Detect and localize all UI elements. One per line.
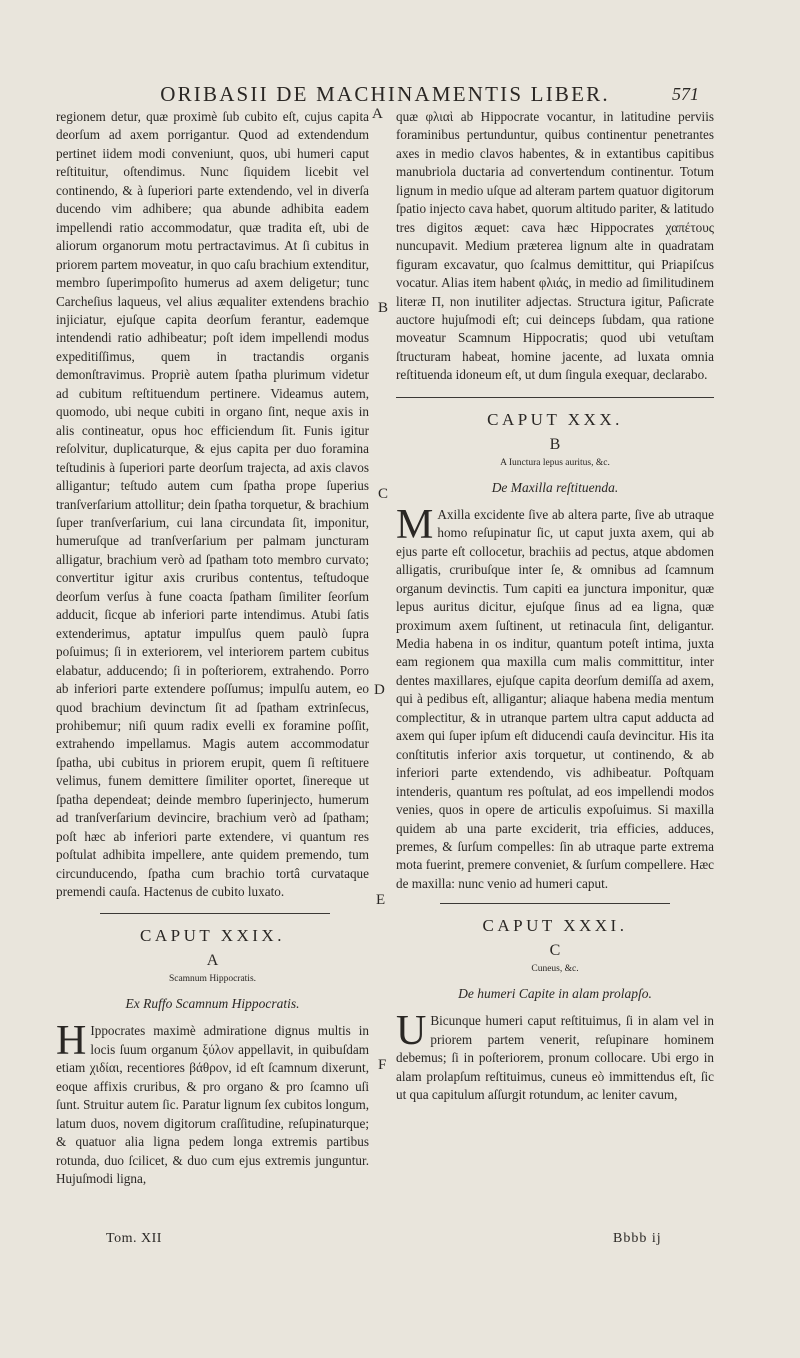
section-rule [440,903,670,904]
dropcap-m: M [396,501,434,548]
margin-letter-e: E [376,892,386,908]
figure-letter-c: C [549,942,561,960]
margin-letter-c: C [378,486,389,502]
chapter-subtitle-31: De humeri Capite in alam prolapſo. [458,986,652,1002]
right-paragraph-3-text: Bicunque humeri caput reſtituimus, ſi in alam vel in priorem partem venerit, reſupinare hominem debemus; ſi in poſteriorem, pronum collocare. Ubi ergo in alam prolapſum reſtituimus, cuneus eò immittendus eſt, ſic ut qua capitulum aſſurgit rotundum, ac leniter cavum, [396,1013,714,1103]
right-paragraph-3 [396,1008,714,1104]
running-title: ORIBASII DE MACHINAMENTIS LIBER. [160,82,610,106]
margin-letter-a: A [372,106,383,122]
chapter-heading-31: CAPUT XXXI. [482,916,628,936]
left-paragraph-2-text: Ippocrates maximè admiratione dignus multis in locis ſuum organum ξύλον appellavit, in quibuſdam etiam χιδίαι, recentiores βάθρον, id eſt ſcamnum dixerunt, eoque affixis cruribus, & pro organo & pro ſcamno uſi ſunt. Struitur autem ſic. Paratur lignum ſex cubitos longum, latum duos, novem digitorum craſſitudine, reſupinaturque; & quatuor alia ligna pedem longa extremis partibus rotunda, duo ſcilicet, & duo cum ejus extremis junguntur. Hujuſmodi ligna, [56,1023,369,1187]
figure-caption-c: Cuneus, &c. [531,964,579,975]
right-paragraph-1: quæ φλιαὶ ab Hippocrate vocantur, in latitudine perviis foraminibus pertunduntur, quibus continentur penetrantes axes in medio clavos habentes, & in extantibus capitibus manubriola ductaria ad convertendum continentur. Totum lignum in medio uſque ad alteram partem quatuor digitorum ſpatio injecto cava habet, quorum altitudo pariter, & latitudo tres digitos æquet: cava hæc Hippocrates χαπέτους nuncupavit. Medium prætereа lignum alte in quadratam figuram excavatur, quo ſcalmus demittitur, qui Priapiſcus vocatur. Alias item habent φλιάς, in medio ad ſimilitudinem literæ Π, non inutiliter adjectas. Structura igitur, Paſicrate auctore hujuſmodi eſt; cui deinceps ſubdam, qua ratione moveatur Scamnum Hippocratis; quod ubi vetuſtam ſtructuram habeat, homine jacente, ad luxata omnia reſtituenda idoneum eſt, ut dum ſingula exequar, declarabo. [396,109,714,383]
page-header [0,80,800,108]
figure-letter-b: B [549,435,561,453]
right-column [396,108,714,1105]
right-paragraph-2 [396,501,714,894]
figure-letter-a: A [206,952,219,970]
left-paragraph-1: regionem detur, quæ proximè ſub cubito eſt, cujus capita deorſum ad axem porrigantur. Quod ad extendendum pertinet iidem modi conveniunt, quos, ubi humeri caput reſtituitur, oſtendimus. Nunc ſiquidem licebit vel continendo, & à ſuperiori parte extendendo, vel in diverſa ducendo vim adhibere; qua abunde adhibita eadem impellendi ratio accommodatur, quæ tradita eſt, ubi de aliorum organorum motu pertractavimus. At ſi cubitus in priorem partem moveatur, in quo caſu brachium extenditur, membro ſuperimpoſito humerus ad axem deligetur; tunc Carcheſius laqueus, vel alius æqualiter extendens brachio injiciatur, ejuſque capita deorſum ferantur, eademque intendendi ratio adhibeatur; poſt idem impellendi modus expeditiſſimus, quem in tractandis organis demonſtravimus. Propriè autem ſpatha plurimum videtur ad cubitum reſtituendum pertinere. Videamus autem, quomodo, ubi neque cubiti in organo ſint, neque axis in alis contineatur, opus hoc efficiendum ſit. Funis igitur reſolvitur, duplicaturque, & ejus capita per duo foramina teſtudinis à ſuperiori parte deorſum trajecta, ad axis clavos alligantur; teſtudo autem cum ſpatha prope ſuperius tranſverſarium attollitur; dein ſpatha torquetur, & brachium ſuper tranſverſarium, cui lana circundata ſit, imponitur, humeruſque ad tranſverſarium per palmam juncturam alligatur, brachium verò ad ſpatham toto membro curvato; convertitur igitur axis cruribus contentus, teſtudoque deorſum verſus à fune coacta ſpatham ſimiliter ſeorſum adducit, ſicque ab inferiori parte intendimus. Atubi ſatis extenderimus, aptatur impulſus quem paulò ſupra poſuimus; ſi in exteriorem, vel interiorem partem cubitus elabatur, adducendo; ſi in poſteriorem, extrahendo. Porro ab inferiori parte extendere poſſumus; impulſu autem, eo quod brachium devinctum ſit ad ſpatham extrinſecus, prohibemur; niſi quum radix evelli ex foramine poſſit, extrahendo impellamus. Magis autem accommodatur ſpatha, ubi cubitus in priorem erupit, quem ſi reſtituere velimus, funem demittere ſimiliter oportet, ſinereque ut ſpatha dependeat; deinde membro ſuperinjecto, humerum ad tranſverſarium devincire, brachium verò ad ſpatham; poſt hæc ab inferiori parte extendere, vi quantum res poſtulat adhibita impellere, ante quidem premendo, tum circunducendo, ſpatha cum brachio tortâ curvataque premendi cauſa. Hactenus de cubito luxato. [56,109,369,900]
chapter-heading-29: CAPUT XXIX. [140,926,285,946]
chapter-subtitle-29: Ex Ruffo Scamnum Hippocratis. [125,996,300,1012]
chapter-subtitle-30: De Maxilla reſtituenda. [491,479,619,495]
dropcap-u: U [396,1008,427,1055]
page-number: 571 [672,84,699,104]
section-rule [396,397,714,398]
left-paragraph-2 [56,1018,369,1188]
volume-number: Tom. XII [106,1231,162,1246]
figure-caption-a: Scamnum Hippocratis. [168,974,257,985]
section-rule [100,913,330,914]
chapter-heading-30: CAPUT XXX. [487,409,623,429]
margin-letter-f: F [378,1057,387,1073]
right-paragraph-2-text: Axilla excidente ſive ab altera parte, ſive ab utraque homo reſupinatur ſic, ut caput juxta axem, qui ab ejus parte eſt collocetur, brachiis ad pectus, atque abdomen alligatis, cruribuſque inter ſe, & omnibus ad ſcamnum organum devinctis. Tum capiti ea junctura imponitur, quæ lepus auritus dicitur, ejuſque ſinus ad ea ligna, quæ proximum axem ſuſtinent, ut retinacula ſint, deligantur. Media habena in os inditur, quantum poteſt intima, juxta eam regionem qua maxilla cum malis committitur, inter dentes maxillares, ejuſque capita deorſum demiſſa ad axem, qui à pedibus eſt, alligantur; aliaque habena media mentum complectitur, & in utranque partem ultra caput adducta ad axem qui ſuper ipſum eſt diducendi cauſa devincitur. His ita conſtitutis inferior axis torquetur, ut continendo, & ab inferiori parte extendendo, vis adhibeatur. Poſtquam intenderis, quantum res poſtulat, ad eos impellendi modos venies, quos in opere de articulis expoſuimus. Si maxilla quidem ab una parte exciderit, tria efficies, adduces, premes, & ſurſum compelles: ſin ab utraque parte extrema mota fuerint, premere conveniet, & ſurſum compellere. Hæc de maxilla: nunc venio ad humeri caput. [396,506,714,891]
signature-mark: Bbbb ij [613,1231,662,1246]
figure-caption-b: A Iunctura lepus auritus, &c. [500,457,610,468]
dropcap-h: H [56,1018,87,1065]
left-column [56,108,369,1189]
margin-letter-b: B [378,300,389,316]
margin-letter-d: D [374,682,385,698]
